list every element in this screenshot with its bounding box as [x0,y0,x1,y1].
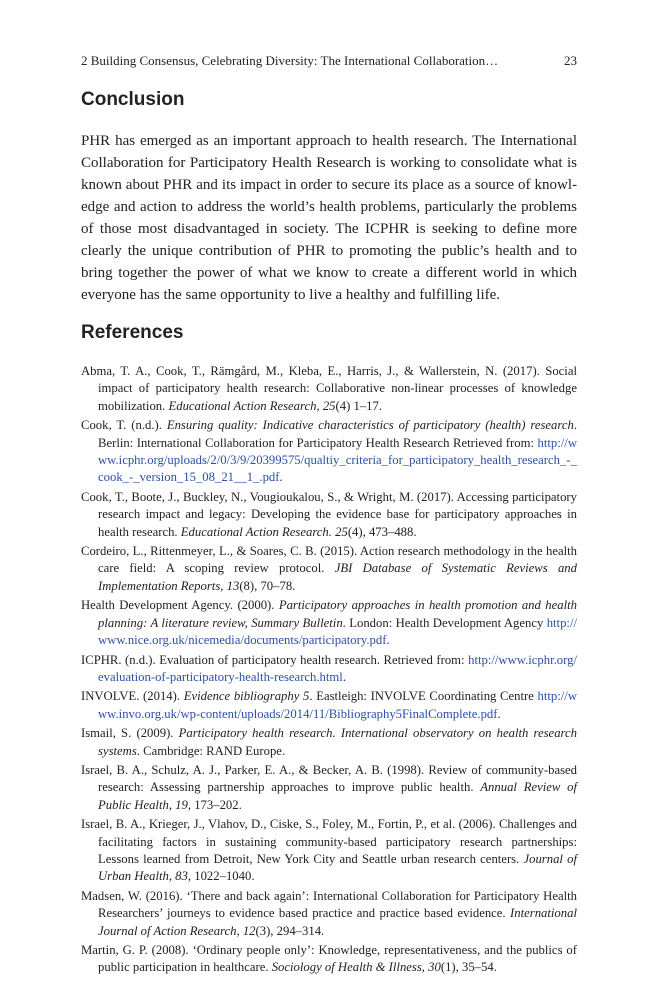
reference-text: Health Development Agency. (2000). [81,598,279,613]
reference-source: Ensuring quality: Indicative characteristics of participatory (health) research [166,418,574,433]
reference-text: , 1022–1040. [187,869,255,884]
reference-text: (4) 1–17. [335,398,383,413]
reference-item [81,725,577,760]
reference-text: Cook, T. (n.d.). [81,418,167,433]
reference-item [81,597,577,649]
reference-text: INVOLVE. (2014). [81,689,184,704]
reference-text: Cook, T., Boote, J., Buckley, N., Vougioukalou, S., & Wright, M. (2017). Accessing participatory research impact and legacy: Developing the evidence base for participatory approaches in health research. [81,489,577,539]
conclusion-heading: Conclusion [81,89,185,110]
reference-text: Madsen, W. (2016). ‘There and back again’: International Collaboration for Participatory Health Researchers’ journeys to evidence based practice and practice based evidence. [81,888,577,921]
reference-text: Abma, T. A., Cook, T., Rämgård, M., Kleba, E., Harris, J., & Wallerstein, N. (2017). Social impact of participatory health research: Collaborative non-linear processes of knowledge mobilization. [81,364,577,413]
reference-item [81,942,577,977]
reference-text: . [497,706,501,721]
reference-text: (4), 473–488. [347,524,417,539]
reference-link[interactable]: http://www.nice.org.uk/nicemedia/documents/participatory.pdf [98,615,577,648]
reference-text: Israel, B. A., Schulz, A. J., Parker, E. A., & Becker, A. B. (1998). Review of community-based research: Assessing partnership approaches to improve public health. [81,762,577,795]
reference-source: Participatory health research. International observatory on health research systems [98,726,577,758]
reference-text: . [342,669,346,684]
reference-text: Martin, G. P. (2008). ‘Ordinary people only’: Knowledge, representativeness, and the publics of public participation in healthcare. [81,943,577,975]
reference-text: , 173–202. [187,797,242,812]
reference-link[interactable]: http://www.icphr.org/uploads/2/0/3/9/20399575/qualtiy_criteria_for_participatory_health_research_-_cook_-_version_15_08_21__1_.pdf [98,435,577,485]
reference-text: (1), 35–54. [440,960,497,975]
reference-text: Cordeiro, L., Rittenmeyer, L., & Soares, C. B. (2015). Action research methodology in the health care field: A scoping review protocol. [81,544,577,576]
reference-item [81,688,577,723]
reference-text: (8), 70–78. [239,578,296,593]
references-heading: References [81,322,184,343]
reference-link[interactable]: http://www.icphr.org/evaluation-of-participatory-health-research.html [98,652,577,684]
reference-text: . [279,470,283,485]
reference-item [81,417,577,487]
reference-list [81,363,577,979]
reference-text: . [386,633,390,648]
reference-source: Participatory approaches in health promotion and health planning: A literature review, Summary Bulletin [98,598,577,630]
reference-text: . Eastleigh: INVOLVE Coordinating Centre [309,689,538,704]
page-number: 23 [564,53,577,68]
reference-item [81,652,577,687]
reference-text: Israel, B. A., Krieger, J., Vlahov, D., Ciske, S., Foley, M., Fortin, P., et al. (2006). Challenges and facilitating factors in sustaining community-based participatory research partnerships: Lessons learned from Detroit, New York City and Seattle urban research centers. [81,817,577,866]
reference-text: ICPHR. (n.d.). Evaluation of participatory health research. Retrieved from: [81,652,469,667]
reference-source: Annual Review of Public Health, 19 [98,780,577,812]
reference-item [81,363,577,415]
reference-source: Educational Action Research, 25 [168,398,336,413]
reference-link[interactable]: http://www.invo.org.uk/wp-content/uploads/2014/11/Bibliography5FinalComplete.pdf [98,689,577,721]
reference-text: . London: Health Development Agency [342,615,547,630]
reference-source: Journal of Urban Health, 83 [98,851,577,884]
reference-item [81,888,577,940]
reference-item [81,762,577,814]
reference-text: . Berlin: International Collaboration for Participatory Health Research Retrieved from: [98,418,577,450]
reference-text: Ismail, S. (2009). [81,726,179,741]
reference-text: (3), 294–314. [255,923,325,938]
running-head-title: 2 Building Consensus, Celebrating Diversity: The International Collaboration… [81,53,499,68]
reference-text: . Cambridge: RAND Europe. [136,743,286,758]
reference-source: Educational Action Research. 25 [180,524,348,539]
running-head [81,52,577,70]
reference-source: JBI Database of Systematic Reviews and Implementation Reports, 13 [98,561,577,593]
reference-source: International Journal of Action Research, 12 [98,906,577,938]
reference-source: Evidence bibliography 5 [183,689,310,704]
conclusion-paragraph: PHR has emerged as an important approach to health research. The International Collaboration for Participatory Health Research is working to consolidate what is known about PHR and its impact in order to secure its place as a source of knowledge and action to address the world’s health problems, particularly the problems of those most disadvantaged in society. The ICPHR is seeking to define more clearly the unique contribution of PHR to promoting the public’s health and to bring together the power of what we know to create a different world in which everyone has the same opportunity to live a healthy and fulfilling life. [81,133,577,303]
reference-item [81,489,577,541]
reference-item [81,816,577,886]
reference-item [81,543,577,595]
reference-source: Sociology of Health & Illness, 30 [271,960,441,975]
